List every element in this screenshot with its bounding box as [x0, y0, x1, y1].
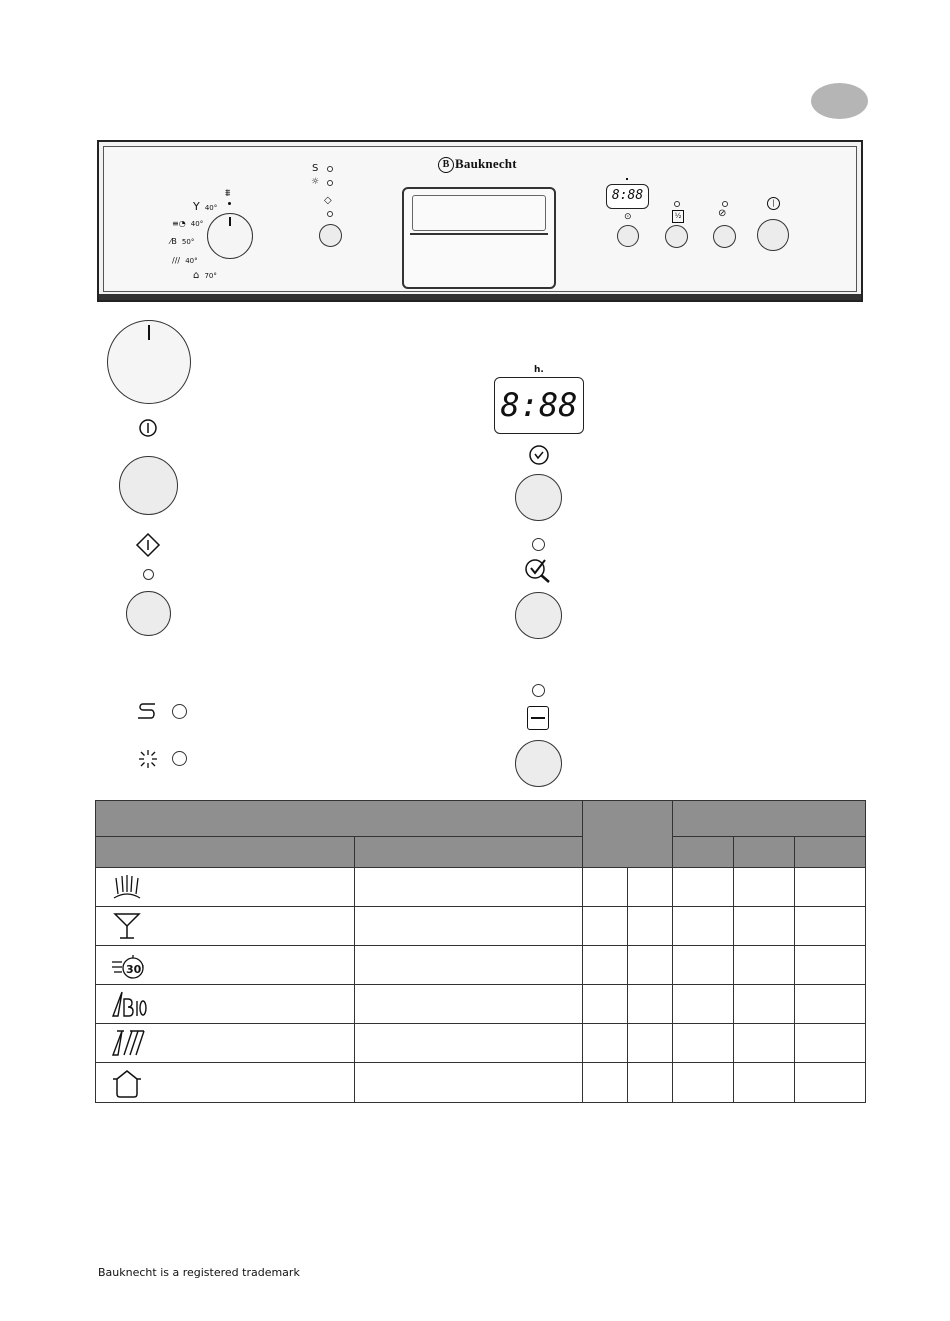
trademark-notice: Bauknecht is a registered trademark: [98, 1266, 300, 1279]
table-cell: [628, 946, 673, 985]
legend-display: 8:88: [494, 377, 584, 434]
table-cell: [355, 1063, 583, 1103]
legend-power-button: [119, 456, 178, 515]
legend-multi-indicator: [532, 538, 545, 551]
normal-icon: ///: [172, 256, 181, 265]
program-temp: 50°: [181, 238, 195, 246]
table-row: [96, 1024, 866, 1063]
header-cell: [734, 837, 795, 868]
pre-rinse-icon: ⩩: [225, 188, 231, 199]
language-badge: [811, 83, 868, 119]
table-cell: [673, 1063, 734, 1103]
table-cell: [583, 946, 628, 985]
table-cell: [734, 1063, 795, 1103]
legend-display-label: h.: [534, 365, 544, 375]
table-cell: [583, 1024, 628, 1063]
svg-text:30': 30': [126, 963, 145, 976]
door-handle[interactable]: [402, 187, 556, 289]
half-load-line: [531, 717, 545, 719]
table-subheader-row: [96, 837, 866, 868]
header-cell: [673, 837, 734, 868]
table-cell: [583, 907, 628, 946]
program-quick-label: [172, 211, 203, 230]
delay-button[interactable]: [617, 225, 639, 247]
program-table: [95, 800, 866, 1103]
legend-half-load-button: [515, 740, 562, 787]
start-indicator: [327, 211, 333, 217]
table-cell: [628, 985, 673, 1024]
salt-icon: S: [312, 163, 319, 174]
table-cell: [795, 868, 866, 907]
pot-icon: ⌂: [193, 270, 200, 281]
start-icon: ◇: [324, 195, 332, 206]
rinse-aid-icon: ☼: [311, 177, 320, 187]
table-cell: [673, 907, 734, 946]
header-cell: [795, 837, 866, 868]
multi-button[interactable]: [713, 225, 736, 248]
program-temp: 40°: [190, 220, 204, 228]
table-cell: [583, 868, 628, 907]
table-header-row: [96, 801, 866, 837]
rinse-aid-indicator: [327, 180, 333, 186]
table-cell: [355, 1024, 583, 1063]
header-cell: [355, 837, 583, 868]
legend-multi-icon: [523, 556, 555, 584]
delay-icon: ⊙: [624, 212, 632, 222]
program-bio-label: [170, 229, 194, 248]
legend-start-indicator: [143, 569, 154, 580]
legend-salt-indicator: [172, 704, 187, 719]
table-cell: [673, 985, 734, 1024]
table-row: [96, 907, 866, 946]
table-cell: [734, 1024, 795, 1063]
program-temp: 40°: [185, 257, 198, 265]
legend-half-load-icon: [527, 706, 549, 730]
salt-indicator: [327, 166, 333, 172]
table-cell: [734, 868, 795, 907]
pre-rinse-icon: [96, 868, 355, 907]
legend-delay-icon: [528, 444, 550, 466]
program-pot-label: [193, 263, 217, 282]
table-cell: [628, 907, 673, 946]
legend-rinse-aid-indicator: [172, 751, 187, 766]
table-cell: [795, 946, 866, 985]
table-cell: [734, 907, 795, 946]
table-cell: [628, 868, 673, 907]
table-cell: [628, 1063, 673, 1103]
header-cell: [673, 801, 866, 837]
display-dot: [626, 178, 628, 180]
table-row: [96, 868, 866, 907]
table-cell: [355, 946, 583, 985]
header-cell: [96, 801, 583, 837]
table-cell: [795, 907, 866, 946]
table-row: [96, 946, 866, 985]
table-cell: [673, 946, 734, 985]
glass-icon: [96, 907, 355, 946]
normal-icon: [96, 1024, 355, 1063]
table-row: [96, 1063, 866, 1103]
table-cell: [795, 1063, 866, 1103]
power-icon: |: [767, 197, 780, 210]
brand-logo: B Bauknecht: [438, 156, 517, 173]
table-cell: [673, 868, 734, 907]
table-cell: [583, 985, 628, 1024]
header-cell: [583, 801, 673, 868]
program-temp: 70°: [204, 272, 217, 280]
table-cell: [734, 985, 795, 1024]
quick-30-icon: ≡◔: [172, 219, 186, 228]
header-cell: [96, 837, 355, 868]
legend-program-dial: [107, 320, 191, 404]
power-button[interactable]: [757, 219, 789, 251]
program-temp: 40°: [204, 204, 218, 212]
table-cell: [673, 1024, 734, 1063]
multi-indicator: [722, 201, 728, 207]
table-row: [96, 985, 866, 1024]
program-dial[interactable]: [207, 213, 253, 259]
multi-icon: ⊘: [718, 208, 727, 219]
half-load-icon: ½: [672, 210, 684, 223]
bio-icon: ⁄B: [170, 237, 177, 246]
dial-mark: [228, 202, 231, 205]
legend-multi-button: [515, 592, 562, 639]
half-load-indicator: [674, 201, 680, 207]
legend-half-load-indicator: [532, 684, 545, 697]
brand-name: Bauknecht: [455, 156, 517, 171]
glass-icon: Y: [193, 200, 200, 213]
legend-start-icon: [135, 532, 161, 558]
table-cell: [583, 1063, 628, 1103]
table-cell: [734, 946, 795, 985]
handle-recess: [412, 195, 546, 231]
handle-divider: [410, 233, 548, 235]
bio-icon: [96, 985, 355, 1024]
panel-display: 8:88: [606, 184, 649, 209]
table-cell: [795, 985, 866, 1024]
dial-indicator: [148, 325, 150, 340]
half-load-button[interactable]: [665, 225, 688, 248]
legend-power-icon: [138, 418, 158, 438]
start-button[interactable]: [319, 224, 342, 247]
dial-indicator: [229, 217, 231, 226]
pot-icon: [96, 1063, 355, 1103]
legend-start-button: [126, 591, 171, 636]
legend-delay-button: [515, 474, 562, 521]
panel-edge: [99, 294, 861, 300]
quick-30-icon: [96, 946, 355, 985]
legend-rinse-aid-icon: [137, 748, 159, 770]
table-cell: [795, 1024, 866, 1063]
table-cell: [628, 1024, 673, 1063]
table-cell: [355, 868, 583, 907]
legend-salt-icon: [135, 701, 161, 721]
table-cell: [355, 907, 583, 946]
table-cell: [355, 985, 583, 1024]
